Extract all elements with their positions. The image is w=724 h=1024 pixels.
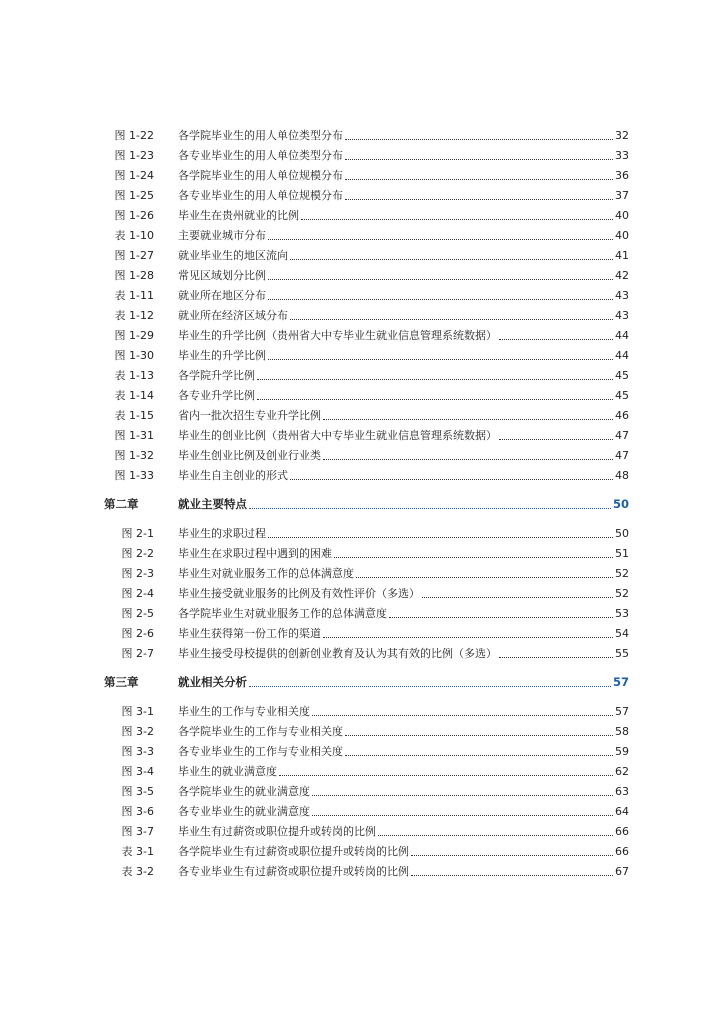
entry-page-number: 52: [615, 567, 629, 580]
toc-entry[interactable]: [0, 718, 724, 738]
dot-leader: [334, 557, 613, 558]
dot-leader: [268, 537, 613, 538]
entry-label: 图 3-7: [121, 825, 154, 838]
entry-label: 图 1-31: [114, 429, 154, 442]
entry-label: 表 1-14: [114, 389, 154, 402]
toc-entry[interactable]: [0, 540, 724, 560]
toc-entry[interactable]: [0, 640, 724, 660]
entry-label: 表 3-2: [121, 865, 154, 878]
entry-label: 图 1-27: [114, 249, 154, 262]
entry-title: 各学院毕业生对就业服务工作的总体满意度: [178, 607, 387, 620]
entry-page-number: 45: [615, 369, 629, 382]
dot-leader: [345, 139, 613, 140]
dot-leader: [411, 855, 613, 856]
entry-label: 图 1-32: [114, 449, 154, 462]
toc-entry[interactable]: [0, 182, 724, 202]
entry-page-number: 45: [615, 389, 629, 402]
entry-title: 各学院毕业生的就业满意度: [178, 785, 310, 798]
entry-page-number: 51: [615, 547, 629, 560]
entry-title: 各学院毕业生的工作与专业相关度: [178, 725, 343, 738]
entry-label: 图 1-28: [114, 269, 154, 282]
entry-page-number: 46: [615, 409, 629, 422]
entry-title: 各专业毕业生的工作与专业相关度: [178, 745, 343, 758]
entry-page-number: 40: [615, 209, 629, 222]
toc-entry[interactable]: [0, 322, 724, 342]
entry-title: 各学院毕业生有过薪资或职位提升或转岗的比例: [178, 845, 409, 858]
entry-page-number: 52: [615, 587, 629, 600]
toc-entry[interactable]: [0, 462, 724, 482]
toc-chapter-heading[interactable]: [0, 482, 724, 520]
entry-title: 各专业升学比例: [178, 389, 255, 402]
toc-entry[interactable]: [0, 402, 724, 422]
toc-entry[interactable]: [0, 142, 724, 162]
entry-page-number: 47: [615, 429, 629, 442]
entry-page-number: 66: [615, 825, 629, 838]
entry-page-number: 67: [615, 865, 629, 878]
toc-entry[interactable]: [0, 382, 724, 402]
dot-leader: [323, 419, 613, 420]
dot-leader: [323, 637, 613, 638]
dot-leader: [312, 795, 613, 796]
toc-entry[interactable]: [0, 698, 724, 718]
toc-entry[interactable]: [0, 342, 724, 362]
entry-page-number: 48: [615, 469, 629, 482]
entry-page-number: 41: [615, 249, 629, 262]
entry-title: 毕业生获得第一份工作的渠道: [178, 627, 321, 640]
entry-page-number: 32: [615, 129, 629, 142]
entry-label: 图 1-22: [114, 129, 154, 142]
toc-entry[interactable]: [0, 442, 724, 462]
dot-leader: [279, 775, 613, 776]
entry-title: 毕业生创业比例及创业行业类: [178, 449, 321, 462]
entry-label: 图 1-33: [114, 469, 154, 482]
entry-page-number: 44: [615, 329, 629, 342]
entry-page-number: 40: [615, 229, 629, 242]
entry-label: 表 1-10: [114, 229, 154, 242]
dot-leader: [268, 279, 613, 280]
entry-title: 毕业生对就业服务工作的总体满意度: [178, 567, 354, 580]
entry-page-number: 47: [615, 449, 629, 462]
toc-entry[interactable]: [0, 778, 724, 798]
entry-page-number: 55: [615, 647, 629, 660]
entry-label: 表 1-12: [114, 309, 154, 322]
entry-title: 毕业生的升学比例: [178, 349, 266, 362]
toc-entry[interactable]: [0, 222, 724, 242]
dot-leader: [499, 439, 613, 440]
entry-page-number: 66: [615, 845, 629, 858]
entry-title: 主要就业城市分布: [178, 229, 266, 242]
entry-title: 就业所在地区分布: [178, 289, 266, 302]
dot-leader: [312, 715, 613, 716]
entry-page-number: 44: [615, 349, 629, 362]
entry-title: 省内一批次招生专业升学比例: [178, 409, 321, 422]
entry-title: 毕业生的求职过程: [178, 527, 266, 540]
dot-leader: [257, 379, 613, 380]
entry-label: 图 1-23: [114, 149, 154, 162]
chapter-label: 第三章: [104, 675, 139, 689]
dot-leader: [389, 617, 613, 618]
toc-entry[interactable]: [0, 838, 724, 858]
chapter-page-number: 57: [612, 675, 629, 689]
chapter-title: 就业相关分析: [178, 675, 247, 689]
dot-leader: [301, 219, 613, 220]
toc-entry[interactable]: [0, 560, 724, 580]
entry-label: 图 3-4: [121, 765, 154, 778]
entry-label: 图 2-5: [121, 607, 154, 620]
toc-entry[interactable]: [0, 202, 724, 222]
dot-leader: [411, 875, 613, 876]
entry-label: 表 1-15: [114, 409, 154, 422]
entry-page-number: 33: [615, 149, 629, 162]
entry-label: 图 1-26: [114, 209, 154, 222]
entry-title: 各学院毕业生的用人单位规模分布: [178, 169, 343, 182]
entry-page-number: 43: [615, 289, 629, 302]
entry-title: 毕业生的工作与专业相关度: [178, 705, 310, 718]
entry-label: 图 3-6: [121, 805, 154, 818]
toc-entry[interactable]: [0, 620, 724, 640]
toc-entry[interactable]: [0, 162, 724, 182]
dot-leader: [268, 299, 613, 300]
entry-title: 毕业生在求职过程中遇到的困难: [178, 547, 332, 560]
dot-leader: [290, 319, 613, 320]
entry-page-number: 64: [615, 805, 629, 818]
toc-entry[interactable]: [0, 580, 724, 600]
entry-page-number: 42: [615, 269, 629, 282]
entry-label: 图 3-3: [121, 745, 154, 758]
toc-entry[interactable]: [0, 798, 724, 818]
entry-title: 各专业毕业生的用人单位规模分布: [178, 189, 343, 202]
toc-entry[interactable]: [0, 758, 724, 778]
entry-title: 各学院毕业生的用人单位类型分布: [178, 129, 343, 142]
entry-label: 图 2-1: [121, 527, 154, 540]
dot-leader: [268, 359, 613, 360]
table-of-contents: [0, 122, 724, 878]
dot-leader: [345, 159, 613, 160]
entry-label: 表 1-13: [114, 369, 154, 382]
entry-label: 表 3-1: [121, 845, 154, 858]
entry-label: 图 3-2: [121, 725, 154, 738]
dot-leader: [290, 479, 613, 480]
entry-page-number: 50: [615, 527, 629, 540]
dot-leader: [345, 735, 613, 736]
dot-leader: [290, 259, 613, 260]
toc-entry[interactable]: [0, 858, 724, 878]
dot-leader: [249, 686, 611, 687]
chapter-page-number: 50: [612, 497, 629, 511]
entry-title: 各专业毕业生的用人单位类型分布: [178, 149, 343, 162]
entry-title: 各专业毕业生的就业满意度: [178, 805, 310, 818]
entry-page-number: 43: [615, 309, 629, 322]
entry-page-number: 57: [615, 705, 629, 718]
entry-label: 图 1-29: [114, 329, 154, 342]
chapter-label: 第二章: [104, 497, 139, 511]
entry-label: 图 3-5: [121, 785, 154, 798]
toc-entry[interactable]: [0, 242, 724, 262]
entry-label: 图 2-3: [121, 567, 154, 580]
toc-entry[interactable]: [0, 302, 724, 322]
entry-title: 毕业生的就业满意度: [178, 765, 277, 778]
toc-entry[interactable]: [0, 262, 724, 282]
dot-leader: [499, 339, 613, 340]
dot-leader: [422, 597, 613, 598]
entry-title: 毕业生的升学比例（贵州省大中专毕业生就业信息管理系统数据）: [178, 329, 497, 342]
toc-entry[interactable]: [0, 818, 724, 838]
entry-page-number: 58: [615, 725, 629, 738]
dot-leader: [268, 239, 613, 240]
entry-page-number: 62: [615, 765, 629, 778]
toc-entry[interactable]: [0, 738, 724, 758]
toc-chapter-heading[interactable]: [0, 660, 724, 698]
dot-leader: [249, 508, 611, 509]
entry-title: 毕业生自主创业的形式: [178, 469, 288, 482]
entry-page-number: 54: [615, 627, 629, 640]
entry-page-number: 59: [615, 745, 629, 758]
entry-label: 图 1-30: [114, 349, 154, 362]
dot-leader: [345, 179, 613, 180]
entry-label: 图 3-1: [121, 705, 154, 718]
chapter-title: 就业主要特点: [178, 497, 247, 511]
entry-label: 图 2-4: [121, 587, 154, 600]
dot-leader: [345, 755, 613, 756]
entry-title: 就业所在经济区域分布: [178, 309, 288, 322]
toc-entry[interactable]: [0, 282, 724, 302]
entry-label: 图 2-6: [121, 627, 154, 640]
dot-leader: [323, 459, 613, 460]
toc-entry[interactable]: [0, 122, 724, 142]
toc-entry[interactable]: [0, 362, 724, 382]
entry-label: 图 2-7: [121, 647, 154, 660]
entry-title: 毕业生在贵州就业的比例: [178, 209, 299, 222]
toc-entry[interactable]: [0, 600, 724, 620]
entry-page-number: 63: [615, 785, 629, 798]
entry-title: 常见区域划分比例: [178, 269, 266, 282]
entry-page-number: 36: [615, 169, 629, 182]
entry-title: 毕业生接受就业服务的比例及有效性评价（多选）: [178, 587, 420, 600]
entry-title: 毕业生有过薪资或职位提升或转岗的比例: [178, 825, 376, 838]
entry-page-number: 53: [615, 607, 629, 620]
entry-title: 毕业生的创业比例（贵州省大中专毕业生就业信息管理系统数据）: [178, 429, 497, 442]
entry-label: 表 1-11: [114, 289, 154, 302]
entry-label: 图 1-24: [114, 169, 154, 182]
dot-leader: [499, 657, 613, 658]
dot-leader: [257, 399, 613, 400]
entry-title: 各学院升学比例: [178, 369, 255, 382]
entry-label: 图 1-25: [114, 189, 154, 202]
entry-title: 就业毕业生的地区流向: [178, 249, 288, 262]
toc-entry[interactable]: [0, 520, 724, 540]
entry-title: 毕业生接受母校提供的创新创业教育及认为其有效的比例（多选）: [178, 647, 497, 660]
dot-leader: [312, 815, 613, 816]
entry-label: 图 2-2: [121, 547, 154, 560]
entry-title: 各专业毕业生有过薪资或职位提升或转岗的比例: [178, 865, 409, 878]
dot-leader: [356, 577, 613, 578]
entry-page-number: 37: [615, 189, 629, 202]
dot-leader: [345, 199, 613, 200]
toc-entry[interactable]: [0, 422, 724, 442]
dot-leader: [378, 835, 613, 836]
